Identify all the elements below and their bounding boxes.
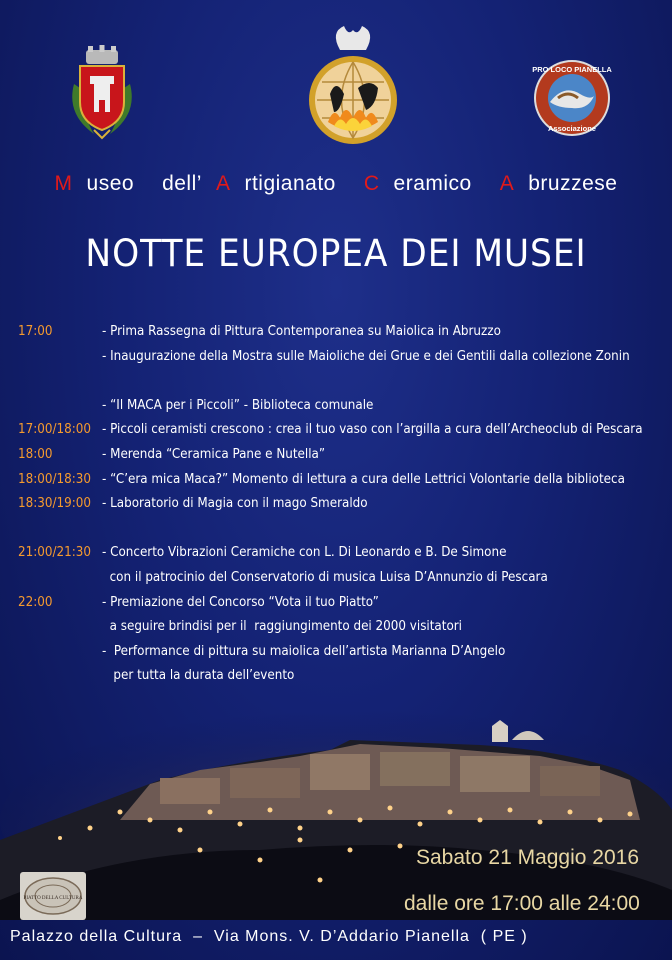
schedule-row: [18, 443, 668, 468]
schedule-text: per tutta la durata dell’evento: [102, 668, 295, 684]
schedule-text: - Premiazione del Concorso “Vota il tuo Piatto”: [102, 594, 379, 610]
schedule-list: [18, 320, 668, 689]
schedule-row: [18, 394, 668, 419]
schedule-text: - Piccoli ceramisti crescono : crea il tuo vaso con l’argilla a cura dell’Archeoclub di Pescara: [102, 422, 643, 438]
museum-word-rest: bruzzese: [528, 172, 618, 195]
schedule-text: a seguire brindisi per il raggiungimento dei 2000 visitatori: [102, 619, 463, 635]
museum-name-word: [493, 172, 625, 195]
museum-name-word: [48, 172, 142, 195]
museum-word-initial: C: [363, 172, 380, 195]
museum-name-word: [155, 172, 343, 195]
town-night-photo: [0, 700, 672, 920]
schedule-row: [18, 492, 668, 517]
museum-name: [0, 172, 672, 196]
museum-logo: [300, 22, 406, 150]
schedule-text: con il patrocinio del Conservatorio di musica Luisa D’Annunzio di Pescara: [102, 569, 548, 585]
schedule-text: - Inaugurazione della Mostra sulle Maioliche dei Grue e dei Gentili dalla collezione Zonin: [102, 348, 630, 364]
schedule-row: [18, 615, 668, 640]
schedule-time: 18:00/18:30: [18, 471, 91, 487]
pro-loco-pianella-logo: [528, 58, 616, 138]
schedule-time: 18:00: [18, 446, 53, 462]
schedule-time: [18, 345, 102, 370]
schedule-time: [18, 615, 102, 640]
town-crest-logo: [64, 44, 140, 140]
schedule-text: - “Il MACA per i Piccoli” - Biblioteca comunale: [102, 397, 374, 413]
schedule-time: [18, 566, 102, 591]
schedule-row: [18, 541, 668, 566]
schedule-row: [18, 468, 668, 493]
piatto-della-cultura-logo: [20, 872, 86, 920]
event-date: Sabato 21 Maggio 2016: [416, 846, 640, 869]
schedule-row: [18, 320, 668, 345]
schedule-text: - Prima Rassegna di Pittura Contemporanea su Maiolica in Abruzzo: [102, 324, 501, 339]
schedule-time: [18, 394, 102, 419]
schedule-row: [18, 591, 668, 616]
schedule-time: 17:00/18:00: [18, 422, 91, 438]
schedule-time: [18, 664, 102, 689]
schedule-row: [18, 566, 668, 591]
museum-word-rest: eramico: [393, 172, 472, 195]
schedule-time: 22:00: [18, 594, 53, 610]
schedule-time: 18:30/19:00: [18, 496, 91, 512]
museum-word-initial: M: [54, 172, 73, 195]
schedule-text: - Laboratorio di Magia con il mago Smeraldo: [102, 496, 368, 512]
proloco-top-text: PRO LOCO PIANELLA: [532, 65, 612, 74]
museum-word-rest: rtigianato: [244, 172, 336, 195]
event-title: NOTTE EUROPEA DEI MUSEI: [85, 232, 587, 275]
schedule-text: - “C’era mica Maca?” Momento di lettura a cura delle Lettrici Volontarie della biblioteca: [102, 471, 625, 487]
schedule-time: [18, 640, 102, 665]
schedule-row: [18, 664, 668, 689]
piatto-logo-text: PIATTO DELLA CULTURA: [23, 896, 83, 901]
museum-word-initial: A: [215, 172, 231, 195]
schedule-time: 21:00/21:30: [18, 545, 91, 561]
museum-word-initial: A: [499, 172, 515, 195]
museum-word-prefix: dell’: [162, 172, 202, 195]
museum-name-word: [357, 172, 479, 195]
schedule-row: [18, 345, 668, 370]
schedule-row: [18, 418, 668, 443]
proloco-bottom-text: Associazione: [548, 124, 596, 133]
schedule-time: 17:00: [18, 324, 53, 339]
schedule-text: - Performance di pittura su maiolica dell’artista Marianna D’Angelo: [102, 643, 506, 659]
schedule-row: [18, 640, 668, 665]
venue-address: Palazzo della Cultura – Via Mons. V. D’Addario Pianella ( PE ): [10, 928, 528, 945]
museum-word-rest: useo: [86, 172, 135, 195]
event-hours: dalle ore 17:00 alle 24:00: [404, 892, 640, 915]
schedule-text: - Concerto Vibrazioni Ceramiche con L. Di Leonardo e B. De Simone: [102, 545, 507, 561]
schedule-text: - Merenda “Ceramica Pane e Nutella”: [102, 446, 326, 462]
